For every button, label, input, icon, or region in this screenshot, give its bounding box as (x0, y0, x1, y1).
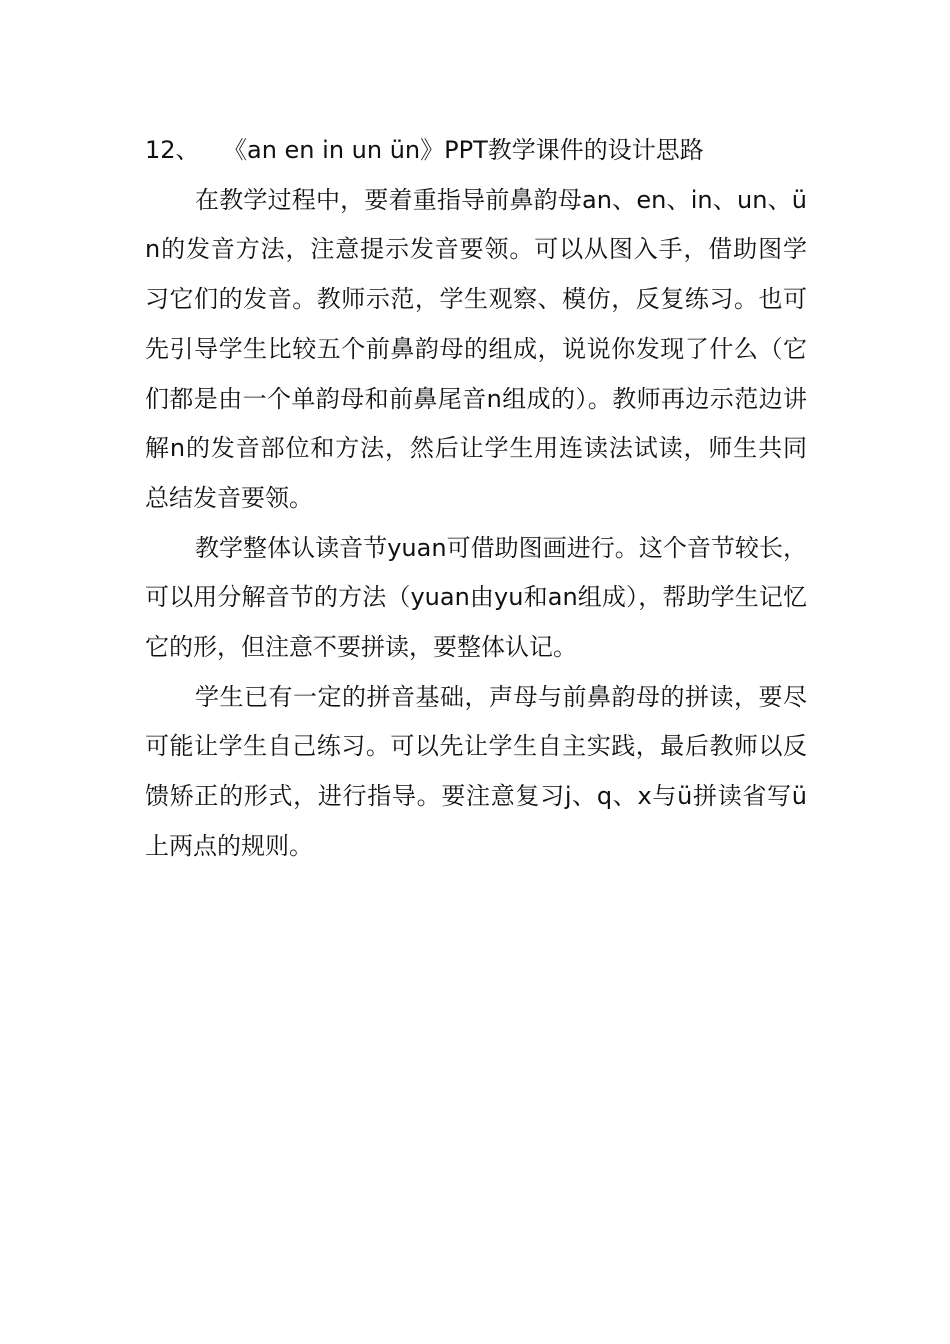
section-number: 12、 (145, 136, 200, 164)
section-heading (145, 126, 807, 176)
paragraph-spelling-practice: 学生已有一定的拼音基础，声母与前鼻韵母的拼读，要尽可能让学生自己练习。可以先让学生自主实践，最后教师以反馈矫正的形式，进行指导。要注意复习j、q、x与ü拼读省写ü上两点的规则。 (145, 682, 807, 860)
paragraph-pronunciation: 在教学过程中，要着重指导前鼻韵母an、en、in、un、ün的发音方法，注意提示发音要领。可以从图入手，借助图学习它们的发音。教师示范，学生观察、模仿，反复练习。也可先引导学生比较五个前鼻韵母的组成，说说你发现了什么（它们都是由一个单韵母和前鼻尾音n组成的）。教师再边示范边讲解n的发音部位和方法，然后让学生用连读法试读，师生共同总结发音要领。 (145, 185, 807, 512)
paragraph-syllable-yuan: 教学整体认读音节yuan可借助图画进行。这个音节较长，可以用分解音节的方法（yuan由yu和an组成），帮助学生记忆它的形，但注意不要拼读，要整体认记。 (145, 533, 807, 662)
document-body (145, 126, 807, 872)
section-title: 《an en in un ün》PPT教学课件的设计思路 (223, 136, 704, 164)
